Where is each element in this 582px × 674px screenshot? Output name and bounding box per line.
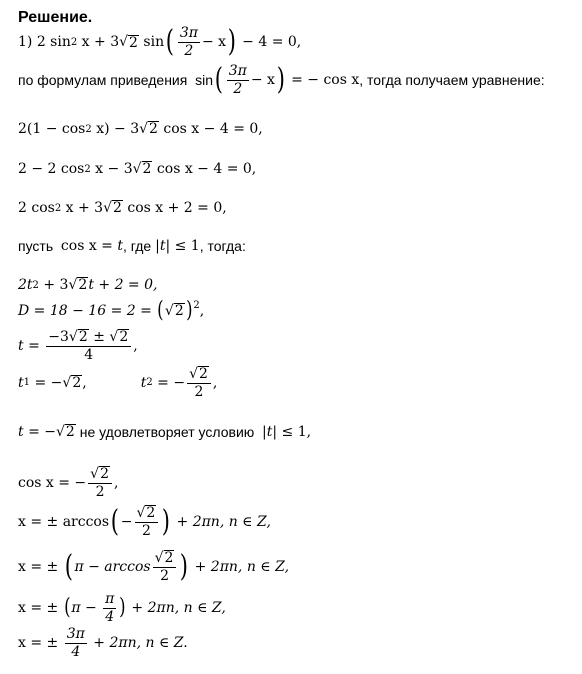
reduction-c: − x [250,72,275,89]
sol2-a: x = ± [18,558,63,575]
subst-m2: ≤ 1 [170,238,200,254]
eq2-c: cos x − 4 = 0, [158,121,263,137]
equation-step1 [18,26,301,58]
root2-eq: = − [152,374,186,391]
solution-heading: Решение. [18,9,93,26]
solution-1 [18,505,271,538]
sol2-root: 2 [164,550,174,566]
fraction [103,592,116,624]
reject-m2: ≤ 1, [277,424,312,440]
left-paren: ( [157,298,164,323]
root1-root: 2 [72,375,82,391]
frac-num [46,329,131,347]
sol3-a: x = ± [18,600,63,617]
subst-t3: , тогда: [199,238,246,254]
reject-text: не удовлетворяет условию [75,424,263,440]
reduction-line [18,64,545,96]
reject-root: 2 [65,424,75,441]
step1-root: 2 [129,34,138,51]
right-paren: ) [227,24,236,60]
equation-3 [18,161,256,177]
subst-m1: cos x = [60,238,118,254]
step1-sup: 2 [70,36,78,48]
step1-b: sin [138,34,165,51]
frac-den: 4 [84,346,94,363]
sqrt-symbol: √ 2 [136,505,156,521]
left-paren: ( [214,62,223,98]
step1-c: − x [201,34,227,51]
left-paren: ( [64,548,73,584]
cos-value-line [18,466,118,499]
frac-num [135,505,159,523]
right-paren: ) [119,595,126,621]
num-a: −3 [48,329,69,345]
quadratic-equation [18,277,157,293]
disc-a: D = 18 − 16 = 2 = [18,303,157,319]
eq2-sup: 2 [85,123,92,135]
num-root2: 2 [119,329,129,345]
fraction [135,505,159,538]
sqrt-symbol: √ 2 [103,200,122,217]
sol1-a: x = ± arccos [18,513,110,530]
sqrt-symbol: √ 2 [62,374,82,391]
discriminant-line [18,300,204,322]
quad-b: + 3 [38,277,69,293]
eq3-b: x − 3 [90,161,133,177]
subst-t2: , где [123,238,156,254]
sqrt-symbol: √ 2 [109,329,129,345]
sol3-c: + 2πn, n ∈ Z, [126,600,226,617]
right-paren: ) [162,503,171,539]
sqrt-symbol: √ 2 [68,277,88,294]
num-root1: 2 [78,329,88,345]
fraction [227,64,249,96]
solution-3 [18,592,226,624]
frac-num [88,466,112,484]
frac-den: 2 [194,383,204,400]
sqrt-symbol: √ 2 [189,366,208,382]
disc-root: 2 [174,303,184,320]
frac-num [153,550,177,568]
sqrt-symbol: √ 2 [154,550,174,566]
right-paren: ) [276,62,285,98]
reject-line [18,424,311,440]
eq3-a: 2 − 2 cos [18,161,85,177]
eq4-a: 2 cos [18,200,55,216]
sol4-a: x = ± [18,635,63,652]
frac-den: 2 [160,567,169,584]
root1-var: t [18,374,24,391]
eq3-root: 2 [142,161,152,178]
sol4-c: + 2πn, n ∈ Z. [88,635,188,652]
disc-c: , [199,303,205,319]
fraction [88,466,112,499]
subst-abs: |t| [155,238,171,254]
eq2-a: 2(1 − cos [18,121,86,137]
step1-d: − 4 = 0, [237,34,302,51]
sqrt-symbol: √ 2 [68,329,88,345]
eq3-sup: 2 [84,163,91,175]
step1-a: x + 3 [77,34,120,51]
substitution-line [18,238,246,254]
disc-sup: 2 [193,299,200,311]
solution-2 [18,550,289,583]
reduction-text1: по формулам приведения sin [18,72,214,89]
frac-den: 2 [233,80,243,97]
t-formula [18,329,138,362]
root1-sub: 1 [23,377,31,389]
sqrt-symbol: √ 2 [90,466,110,482]
eq4-b: x + 3 [61,200,104,216]
subst-t1: пусть [18,238,61,254]
frac-num: 3π [228,63,247,79]
fraction [153,550,177,583]
root1-eq: = − [30,374,63,391]
left-paren: ( [63,595,71,621]
num-b: ± [88,329,110,345]
quad-root: 2 [78,277,88,294]
sqrt-symbol: √ 2 [119,34,138,51]
cosval-root: 2 [100,466,110,482]
frac-den: 2 [95,483,105,500]
root2-sub: 2 [146,377,153,389]
frac-den: 2 [141,522,151,539]
eq4-sup: 2 [54,202,62,214]
fraction [187,366,211,399]
sol3-inner: π − [71,600,102,617]
reject-m1: t = − [18,424,56,440]
eq4-c: cos x + 2 = 0, [122,200,227,216]
quad-a: 2t [18,277,33,293]
step1-prefix: 1) 2 sin [18,34,71,51]
subst-tvar: t [117,238,123,254]
reduction-d: = − cos x [286,72,360,89]
quad-c: t + 2 = 0, [88,277,158,293]
equation-2 [18,121,263,137]
reduction-text2: , тогда получаем уравнение: [359,72,545,89]
reject-abs: |t| [262,424,278,440]
root2-root: 2 [199,366,208,382]
cosval-a: cos x = − [18,474,87,491]
right-paren: ) [180,548,189,584]
left-paren: ( [110,503,120,539]
sol1-root: 2 [146,505,156,521]
root1-end: , [82,374,87,391]
sol2-c: + 2πn, n ∈ Z, [190,558,290,575]
quad-sup: 2 [32,279,39,291]
frac-num: 3π [179,25,198,41]
sqrt-symbol: √ 2 [132,161,152,178]
equation-4 [18,200,227,216]
solution-4 [18,627,188,659]
fraction [46,329,131,362]
cosval-c: , [114,474,119,491]
root2-var: t [140,374,147,391]
sol1-c: + 2πn, n ∈ Z, [172,513,271,530]
frac-num [187,366,211,384]
fraction [65,627,87,659]
tformula-c: , [133,337,138,354]
frac-den: 2 [184,42,194,59]
root2-end: , [212,374,218,391]
right-paren: ) [185,298,193,323]
eq2-b: x) − 3 [91,121,140,137]
frac-den: 4 [105,608,115,625]
roots-line [18,366,217,399]
sqrt-symbol: √ 2 [139,121,158,138]
eq4-root: 2 [113,200,122,217]
frac-num: π [105,591,115,607]
sqrt-symbol: √ 2 [56,424,75,441]
sol1-minus: − [120,513,133,530]
tformula-lhs: t = [18,337,45,354]
eq3-c: cos x − 4 = 0, [152,161,257,177]
sqrt-symbol: √ 2 [164,303,184,320]
eq2-root: 2 [149,121,158,138]
frac-num: 3π [66,626,85,642]
sol2-inner: π − arccos [74,558,151,575]
fraction [178,26,200,58]
frac-den: 4 [71,643,81,660]
left-paren: ( [165,24,175,60]
